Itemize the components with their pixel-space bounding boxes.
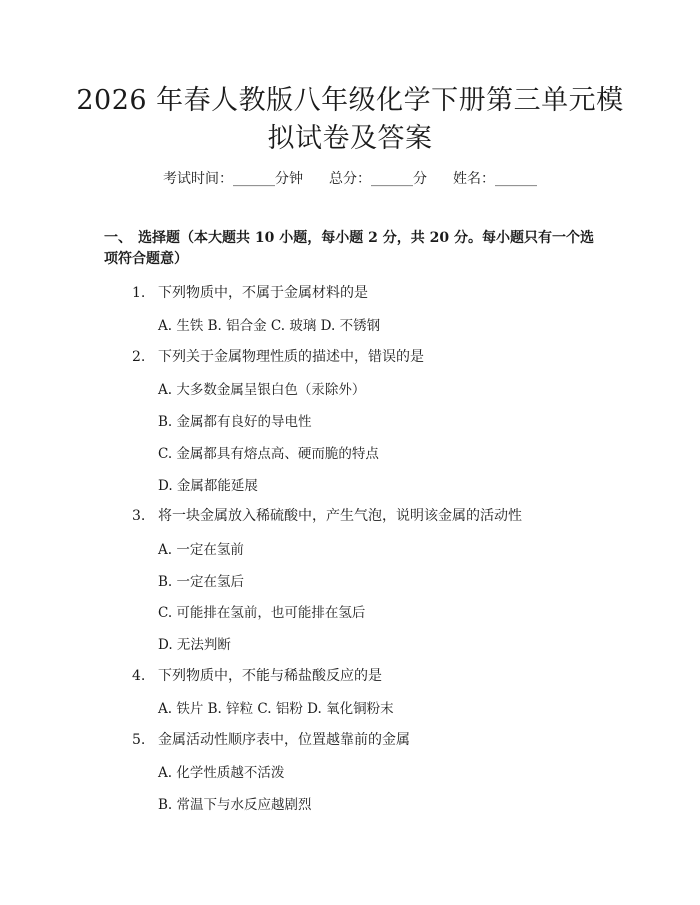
question-2-option-b: B. 金属都有良好的导电性 (158, 414, 312, 430)
question-4 (132, 665, 382, 685)
question-4-options: A. 铁片 B. 锌粒 C. 铝粉 D. 氧化铜粉末 (158, 701, 394, 717)
question-number: 4. (132, 668, 146, 684)
question-3-option-b: B. 一定在氢后 (158, 574, 245, 590)
question-1 (132, 282, 368, 302)
question-5-option-a: A. 化学性质越不活泼 (158, 765, 285, 781)
document-title (70, 82, 630, 158)
question-5 (132, 729, 410, 749)
question-text: 下列物质中，不能与稀盐酸反应的是 (158, 668, 382, 684)
exam-time: 考试时间：______分钟 (163, 171, 303, 187)
question-2-option-d: D. 金属都能延展 (158, 478, 258, 494)
question-2-option-a: A. 大多数金属呈银白色（汞除外） (158, 382, 366, 398)
question-1-options: A. 生铁 B. 铝合金 C. 玻璃 D. 不锈钢 (158, 318, 381, 334)
question-number: 3. (132, 508, 146, 524)
question-3 (132, 505, 522, 525)
exam-meta (0, 168, 700, 188)
section-heading (104, 228, 604, 270)
title-line-2: 拟试卷及答案 (267, 123, 433, 154)
question-5-option-b: B. 常温下与水反应越剧烈 (158, 797, 312, 813)
question-2 (132, 346, 424, 366)
question-text: 下列物质中，不属于金属材料的是 (158, 285, 368, 301)
exam-total-score: 总分：______分 (329, 171, 427, 187)
student-name: 姓名：______ (453, 171, 537, 187)
section-number: 一、 (104, 230, 132, 246)
question-3-option-c: C. 可能排在氢前，也可能排在氢后 (158, 605, 366, 621)
question-number: 2. (132, 349, 146, 365)
question-text: 将一块金属放入稀硫酸中，产生气泡，说明该金属的活动性 (158, 508, 522, 524)
question-number: 5. (132, 732, 146, 748)
question-number: 1. (132, 285, 146, 301)
question-text: 下列关于金属物理性质的描述中，错误的是 (158, 349, 424, 365)
question-2-option-c: C. 金属都具有熔点高、硬而脆的特点 (158, 446, 379, 462)
question-text: 金属活动性顺序表中，位置越靠前的金属 (158, 732, 410, 748)
question-3-option-d: D. 无法判断 (158, 637, 231, 653)
title-line-1: 2026 年春人教版八年级化学下册第三单元模 (76, 85, 624, 116)
section-text: 选择题（本大题共 10 小题，每小题 2 分，共 20 分。每小题只有一个选项符合题意） (104, 230, 594, 267)
question-3-option-a: A. 一定在氢前 (158, 542, 244, 558)
